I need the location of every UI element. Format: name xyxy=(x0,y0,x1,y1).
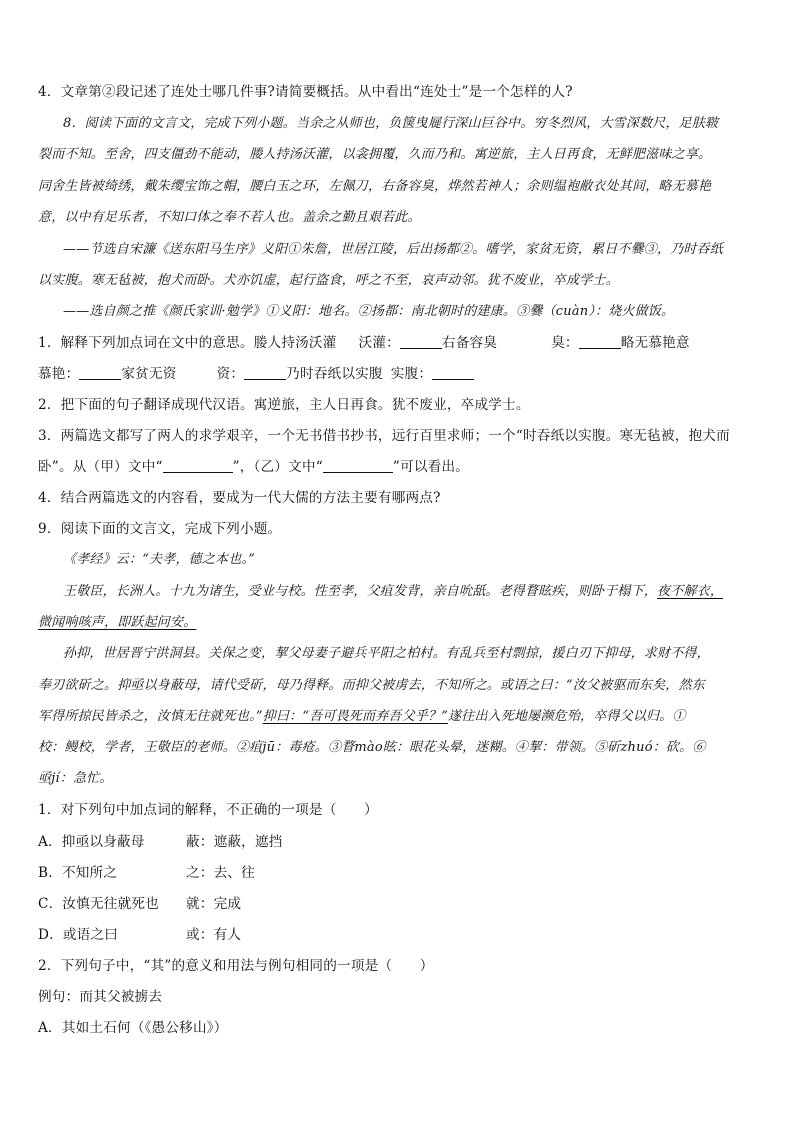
answer-blank[interactable] xyxy=(579,334,621,349)
passage-8-footnotes: ——选自颜之推《颜氏家训·勉学》①义阳：地名。②扬都：南北朝时的建康。③爨（cuàn）：烧火做饭。 xyxy=(63,304,675,319)
term-label: 臭： xyxy=(551,335,579,351)
passage-text: 王敬臣，长洲人。十九为诸生，受业与校。性至孝，父疽发背，亲自吮舐。老得瞀眩疾，则卧于榻下， xyxy=(63,584,658,599)
option-gloss: 就：完成 xyxy=(186,896,242,912)
passage-9-line: 奉刃欲斫之。抑亟以身蔽母，请代受斫，母乃得释。而抑父被虏去，不知所之。或语之曰：“汝父被驱而东矣，然东 xyxy=(38,678,705,693)
passage-9-line xyxy=(63,582,760,602)
option-d[interactable] xyxy=(38,925,760,945)
option-gloss: 之：去、往 xyxy=(186,865,255,881)
underlined-sentence: 微闻响咳声，即跃起问安。 xyxy=(38,615,197,630)
term-context: 略无慕艳意 xyxy=(620,335,690,351)
option-label: B．不知所之 xyxy=(38,865,118,881)
term-label: 慕艳： xyxy=(38,366,80,382)
passage-8-line: 意，以中有足乐者，不知口体之奉不若人也。盖余之勤且艰若此。 xyxy=(38,210,421,225)
passage-9-quote: 《孝经》云：“夫孝，德之本也。” xyxy=(63,552,255,567)
question-1-line xyxy=(38,333,760,353)
passage-9-line: 孙抑，世居晋宁洪洞县。关保之变，挈父母妻子避兵平阳之柏村。有乱兵至村剽掠，援白刃下抑母，求财不得， xyxy=(63,646,710,661)
answer-blank[interactable] xyxy=(244,365,286,380)
option-label: A．抑亟以身蔽母 xyxy=(38,834,145,850)
option-gloss: 或：有人 xyxy=(186,927,242,943)
passage-9-footnotes: 亟jí：急忙。 xyxy=(38,771,113,786)
question-2-prompt: 2．把下面的句子翻译成现代汉语。寓逆旅，主人日再食。犹不废业，卒成学士。 xyxy=(38,397,530,413)
answer-blank[interactable] xyxy=(323,458,393,473)
option-label: D．或语之曰 xyxy=(38,927,119,943)
answer-blank[interactable] xyxy=(400,334,442,349)
option-gloss: 蔽：遮蔽，遮挡 xyxy=(186,834,283,850)
answer-blank[interactable] xyxy=(79,365,121,380)
passage-8-line: 同舍生皆被绮绣，戴朱缨宝饰之帽，腰白玉之环，左佩刀，右备容臭，烨然若神人；余则缊袍敝衣处其间，略无慕艳 xyxy=(38,179,712,194)
question-3-prompt: 3．两篇选文都写了两人的求学艰辛，一个无书借书抄书，远行百里求师；一个“时吞纸以实腹。寒无毡被，抱犬而 xyxy=(38,428,730,444)
passage-8-line: 以实腹。寒无毡被，抱犬而卧。犬亦饥虚，起行盗食，呼之不至，哀声动邻。犹不废业，卒成学士。 xyxy=(38,273,619,288)
term-label: 实腹： xyxy=(390,366,433,382)
question-1-text: 1．解释下列加点词在文中的意思。媵人持汤沃灌 xyxy=(38,335,337,351)
passage-9-line xyxy=(38,707,760,727)
option-b[interactable] xyxy=(38,863,760,883)
passage-8-line: 8．阅读下面的文言文，完成下列小题。当余之从师也，负箧曳屣行深山巨谷中。穷冬烈风，大雪深数尺，足肤皲 xyxy=(63,116,719,131)
question-3-text: ”，（乙）文中“ xyxy=(232,459,323,475)
passage-text: 遂往出入死地屡濒危殆，卒得父以归。① xyxy=(448,709,686,724)
term-context: 乃时吞纸以实腹 xyxy=(286,366,383,382)
passage-9-line xyxy=(38,613,760,633)
question-4-prompt: 4．结合两篇选文的内容看，要成为一代大儒的方法主要有哪两点? xyxy=(38,490,441,506)
question-9-1-prompt: 1．对下列句中加点词的解释，不正确的一项是（ ） xyxy=(38,802,378,818)
option-c[interactable] xyxy=(38,894,760,914)
passage-8-source-line: ——节选自宋濂《送东阳马生序》义阳①朱詹，世居江陵，后出扬都②。嗜学，家贫无资，累日不爨③，乃时吞纸 xyxy=(63,242,724,257)
example-sentence: 例句：而其父被掳去 xyxy=(38,989,163,1005)
term-label: 沃灌： xyxy=(358,335,400,351)
underlined-sentence: 夜不解衣， xyxy=(657,584,724,599)
question-9-2-prompt: 2．下列句子中，“其”的意义和用法与例句相同的一项是（ ） xyxy=(38,958,434,974)
term-context: 右备容臭 xyxy=(441,335,498,351)
underlined-sentence: 抑曰：“吾可畏死而弃吾父乎？” xyxy=(262,709,449,724)
answer-blank[interactable] xyxy=(163,458,233,473)
option-a[interactable]: A．其如土石何（《愚公移山》） xyxy=(38,1020,228,1036)
option-label: C．汝慎无往就死也 xyxy=(38,896,159,912)
passage-9-footnotes: 校：鳗校，学者，王敬臣的老师。②疽jū：毒疮。③瞀mào眩：眼花头晕，迷糊。④挈：带领。⑤斫zhuó：砍。⑥ xyxy=(38,740,706,755)
question-3-text: 卧”。从（甲）文中“ xyxy=(38,459,163,475)
question-9-heading: 9．阅读下面的文言文，完成下列小题。 xyxy=(38,521,282,537)
term-context: 家贫无资 xyxy=(121,366,177,382)
option-a[interactable] xyxy=(38,832,760,852)
passage-8-line: 裂而不知。至舍，四支僵劲不能动，媵人持汤沃灌，以衾拥覆，久而乃和。寓逆旅，主人日再食，无鲜肥滋味之享。 xyxy=(38,147,712,162)
term-label: 资： xyxy=(216,366,245,382)
question-1-line xyxy=(38,364,760,384)
answer-blank[interactable] xyxy=(432,365,474,380)
question-3-line xyxy=(38,457,760,477)
question-3-text: ”可以看出。 xyxy=(392,459,470,475)
passage-text: 军得所掠民皆杀之，汝慎无往就死也。” xyxy=(38,709,263,724)
question-4-prompt: 4．文章第②段记述了连处士哪几件事?请简要概括。从中看出“连处士”是一个怎样的人? xyxy=(38,84,573,100)
